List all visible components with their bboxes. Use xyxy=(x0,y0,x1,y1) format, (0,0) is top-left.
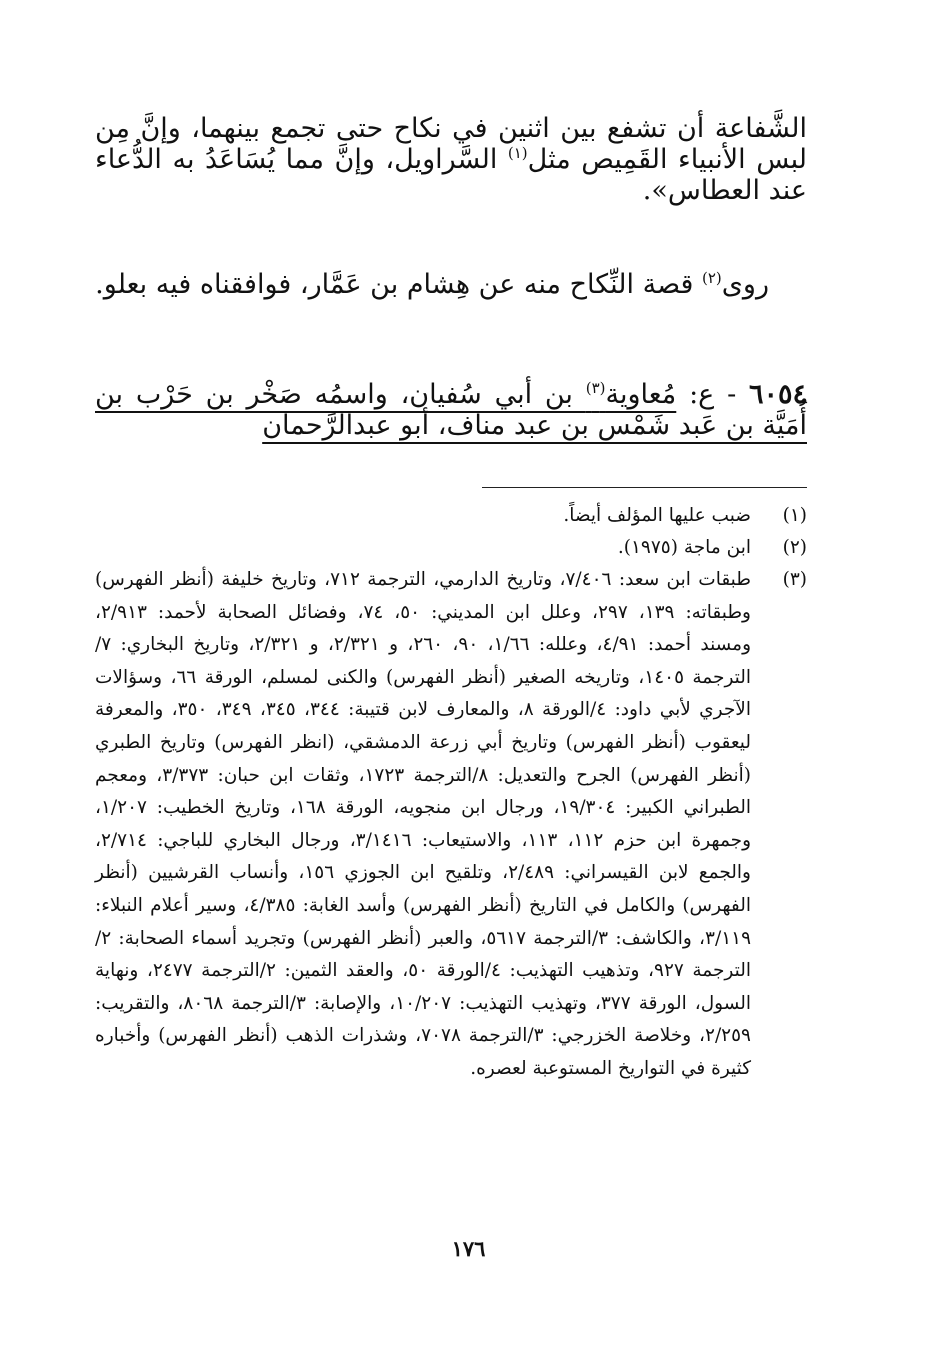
page-number: ١٧٦ xyxy=(451,1236,486,1261)
paragraph-1-text: الشَّفاعة أن تشفع بين اثنين في نكاح حتى تجمع بينهما، وإنَّ مِن لبس الأنبياء القَمِيص مثل$^{(١)}$ السَّراويل، وإنَّ مما يُسَاعَدُ به الدُّعاء عند العطاس». xyxy=(95,113,807,206)
footnote-1 xyxy=(95,500,807,532)
footnote-3 xyxy=(95,564,807,1086)
entry-number: ٦٠٥٤ xyxy=(748,379,807,410)
footnote-number: (٣) xyxy=(782,569,807,590)
footnote-number: (١) xyxy=(782,505,807,526)
entry-dash: - xyxy=(714,379,749,410)
entry-name: مُعاوية$^{(٣)}$ بن أبي سُفيان، واسمُه صَخْر بن حَرْب بن أُمَيَّة بن عَبد شَمْس بن عبد مناف، أبو عبدالرَّحمان xyxy=(95,379,807,441)
footnote-ref: (١) xyxy=(507,144,528,162)
footnotes xyxy=(95,500,807,1086)
paragraph-2-text: روى$^{(٢)}$ قصة النِّكاح منه عن هِشام بن عَمَّار، فوافقناه فيه بعلو. xyxy=(95,269,769,300)
footnote-ref: (٣) xyxy=(585,379,606,397)
footnote-separator xyxy=(482,487,807,488)
biography-entry xyxy=(95,379,807,441)
footnote-2 xyxy=(95,532,807,564)
main-paragraph-1 xyxy=(95,113,807,206)
entry-code: ع: xyxy=(676,379,715,410)
main-paragraph-2 xyxy=(95,269,807,300)
footnote-text: طبقات ابن سعد: ٧/٤٠٦، وتاريخ الدارمي، الترجمة ٧١٢، وتاريخ خليفة (أنظر الفهرس) وطبقاته: ١٣٩، ٢٩٧، وعلل ابن المديني: ٥٠، ٧٤، وفضائل الصحابة لأحمد: ٢/٩١٣، ومسند أحمد: ٤/٩١، وعلله: ١/٦٦، ٩٠، ٢٦٠، و ٢/٣٢١، و ٢/٣٢١، وتاريخ البخاري: ٧/الترجمة ١٤٠٥، وتاريخه الصغير (أنظر الفهرس) والكنى لمسلم، الورقة ٦٦، وسؤالات الآجري لأبي داود: ٤/الورقة ٨، والمعارف لابن قتيبة: ٣٤٤، ٣٤٥، ٣٤٩، ٣٥٠، والمعرفة ليعقوب (أنظر الفهرس) وتاريخ أبي زرعة الدمشقي، (انظر الفهرس) وتاريخ الطبري (أنظر الفهرس) الجرح والتعديل: ٨/الترجمة ١٧٢٣، وثقات ابن حبان: ٣/٣٧٣، ومعجم الطبراني الكبير: ١٩/٣٠٤، ورجال ابن منجويه، الورقة ١٦٨، وتاريخ الخطيب: ١/٢٠٧، وجمهرة ابن حزم ١١٢، ١١٣، والاستيعاب: ٣/١٤١٦، ورجال البخاري للباجي: ٢/٧١٤، والجمع لابن القيسراني: ٢/٤٨٩، وتلقيح ابن الجوزي ١٥٦، وأنساب القرشيين (أنظر الفهرس) والكامل في التاريخ (أنظر الفهرس) وأسد الغابة: ٤/٣٨٥، وسير أعلام النبلاء: ٣/١١٩، والكاشف: ٣/الترجمة ٥٦١٧، والعبر (أنظر الفهرس) وتجريد أسماء الصحابة: ٢/الترجمة ٩٢٧، وتذهيب التهذيب: ٤/الورقة ٥٠، والعقد الثمين: ٢/الترجمة ٢٤٧٧، ونهاية السول، الورقة ٣٧٧، وتهذيب التهذيب: ١٠/٢٠٧، والإصابة: ٣/الترجمة ٨٠٦٨، والتقريب: ٢/٢٥٩، وخلاصة الخزرجي: ٣/الترجمة ٧٠٧٨، وشذرات الذهب (أنظر الفهرس) وأخباره كثيرة في التواريخ المستوعبة لعصره. xyxy=(95,569,752,1079)
footnote-number: (٢) xyxy=(782,537,807,558)
footnote-text: ابن ماجة (١٩٧٥). xyxy=(617,537,751,558)
footnote-ref: (٢) xyxy=(702,269,722,287)
footnote-text: ضبب عليها المؤلف أيضاً. xyxy=(563,505,751,526)
